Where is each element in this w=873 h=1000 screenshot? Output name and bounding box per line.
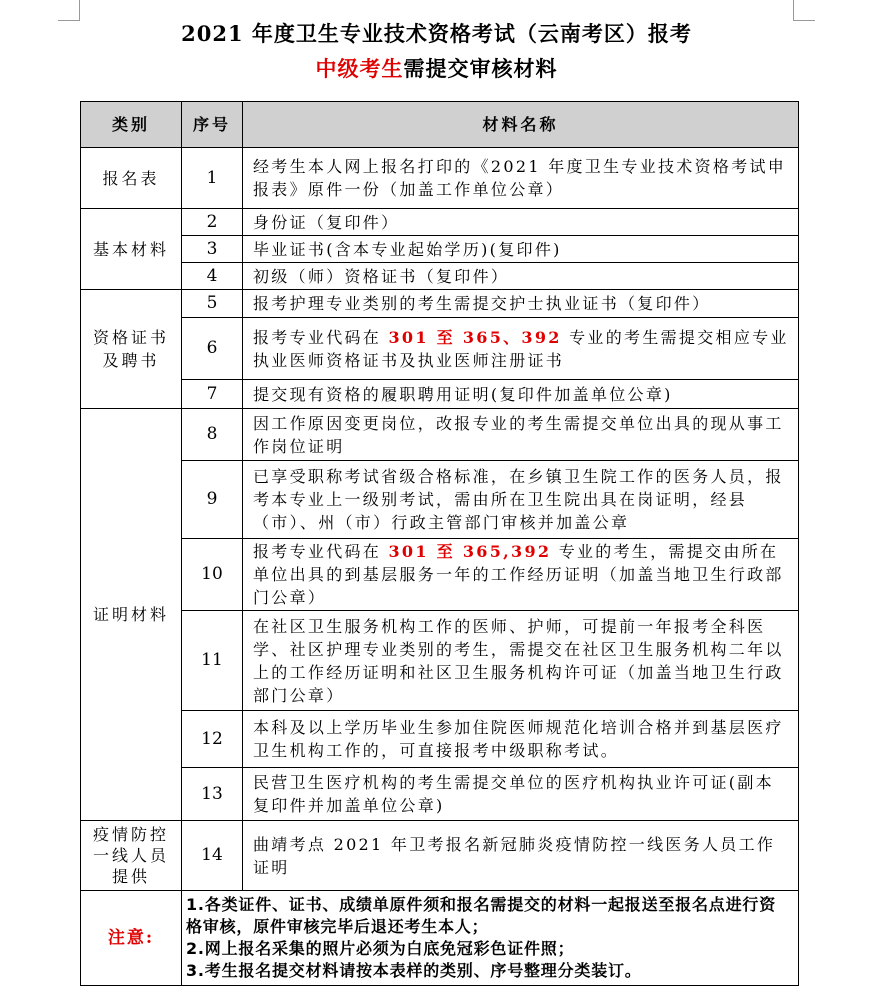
category-line: 疫情防控 xyxy=(92,825,169,844)
table-row xyxy=(81,768,799,821)
material-text xyxy=(243,539,799,611)
highlight-code-range: 301 至 365,392 xyxy=(388,542,552,561)
table-row xyxy=(81,380,799,409)
category-registration: 报名表 xyxy=(81,148,182,209)
category-certificates xyxy=(81,290,182,409)
row-number: 1 xyxy=(182,148,243,209)
note-item: 1.各类证件、证书、成绩单原件须和报名需提交的材料一起报送至报名点进行资格审核，原件审核完毕后退还考生本人； xyxy=(186,895,777,936)
header-number: 序号 xyxy=(182,102,243,148)
category-epidemic xyxy=(81,821,182,891)
row-number: 4 xyxy=(182,263,243,290)
table-row xyxy=(81,148,799,209)
row-number: 9 xyxy=(182,461,243,539)
material-text: 毕业证书(含本专业起始学历)(复印件) xyxy=(243,236,799,263)
materials-table xyxy=(80,101,799,986)
row-number: 10 xyxy=(182,539,243,611)
table-row xyxy=(81,263,799,290)
header-category: 类别 xyxy=(81,102,182,148)
row-number: 6 xyxy=(182,318,243,380)
row-number: 2 xyxy=(182,209,243,236)
header-material: 材料名称 xyxy=(243,102,799,148)
material-text: 民营卫生医疗机构的考生需提交单位的医疗机构执业许可证(副本复印件并加盖单位公章) xyxy=(243,768,799,821)
table-header-row xyxy=(81,102,799,148)
row-number: 11 xyxy=(182,611,243,711)
table-row xyxy=(81,711,799,768)
material-text: 初级（师）资格证书（复印件） xyxy=(243,263,799,290)
row-number: 3 xyxy=(182,236,243,263)
row-number: 12 xyxy=(182,711,243,768)
row-number: 13 xyxy=(182,768,243,821)
row-number: 8 xyxy=(182,409,243,461)
note-item: 3.考生报名提交材料请按本表样的类别、序号整理分类装订。 xyxy=(186,961,642,980)
category-basic: 基本材料 xyxy=(81,209,182,290)
material-text: 已享受职称考试省级合格标准，在乡镇卫生院工作的医务人员，报考本专业上一级别考试，需由所在卫生院出具在岗证明，经县（市）、州（市）行政主管部门审核并加盖公章 xyxy=(243,461,799,539)
text-part: 报考专业代码在 xyxy=(253,542,389,561)
material-text xyxy=(243,318,799,380)
table-row xyxy=(81,209,799,236)
material-text: 经考生本人网上报名打印的《2021 年度卫生专业技术资格考试申报表》原件一份（加盖工作单位公章） xyxy=(243,148,799,209)
row-number: 7 xyxy=(182,380,243,409)
notes-label: 注意: xyxy=(81,891,182,986)
table-row xyxy=(81,461,799,539)
document-title-line2 xyxy=(0,53,873,83)
text-part: 报考专业代码在 xyxy=(253,327,389,347)
category-proof: 证明材料 xyxy=(81,409,182,821)
table-row xyxy=(81,611,799,711)
notes-row xyxy=(81,891,799,986)
material-text: 因工作原因变更岗位，改报专业的考生需提交单位出具的现从事工作岗位证明 xyxy=(243,409,799,461)
material-text: 报考护理专业类别的考生需提交护士执业证书（复印件） xyxy=(243,290,799,318)
note-item: 2.网上报名采集的照片必须为白底免冠彩色证件照； xyxy=(186,939,575,958)
title-rest: 需提交审核材料 xyxy=(403,56,558,81)
table-row xyxy=(81,539,799,611)
title-highlight: 中级考生 xyxy=(315,56,404,81)
category-line: 资格证书 xyxy=(92,328,169,347)
notes-content xyxy=(182,891,799,986)
table-row xyxy=(81,236,799,263)
material-text: 在社区卫生服务机构工作的医师、护师，可提前一年报考全科医学、社区护理专业类别的考生，需提交在社区卫生服务机构二年以上的工作经历证明和社区卫生服务机构许可证（加盖当地卫生行政部门公章） xyxy=(243,611,799,711)
text-part: 专业的考生需提交相应专业执业医师资格证书及执业医师注册证书 xyxy=(253,327,789,370)
highlight-code-range: 301 至 365、392 xyxy=(388,327,562,347)
material-text: 本科及以上学历毕业生参加住院医师规范化培训合格并到基层医疗卫生机构工作的，可直接报考中级职称考试。 xyxy=(243,711,799,768)
table-row xyxy=(81,409,799,461)
document-title-line1: 2021 年度卫生专业技术资格考试（云南考区）报考 xyxy=(181,21,692,46)
row-number: 14 xyxy=(182,821,243,891)
row-number: 5 xyxy=(182,290,243,318)
table-row xyxy=(81,821,799,891)
category-line: 一线人员 xyxy=(92,846,169,865)
category-line: 及聘书 xyxy=(102,351,160,370)
table-row xyxy=(81,318,799,380)
material-text: 身份证（复印件） xyxy=(243,209,799,236)
material-text: 提交现有资格的履职聘用证明(复印件加盖单位公章) xyxy=(243,380,799,409)
text-part: 专业的考生，需提交由所在单位出具的到基层服务一年的工作经历证明（加盖当地卫生行政部门公章） xyxy=(253,542,784,607)
table-row xyxy=(81,290,799,318)
category-line: 提供 xyxy=(111,867,150,886)
material-text: 曲靖考点 2021 年卫考报名新冠肺炎疫情防控一线医务人员工作证明 xyxy=(243,821,799,891)
